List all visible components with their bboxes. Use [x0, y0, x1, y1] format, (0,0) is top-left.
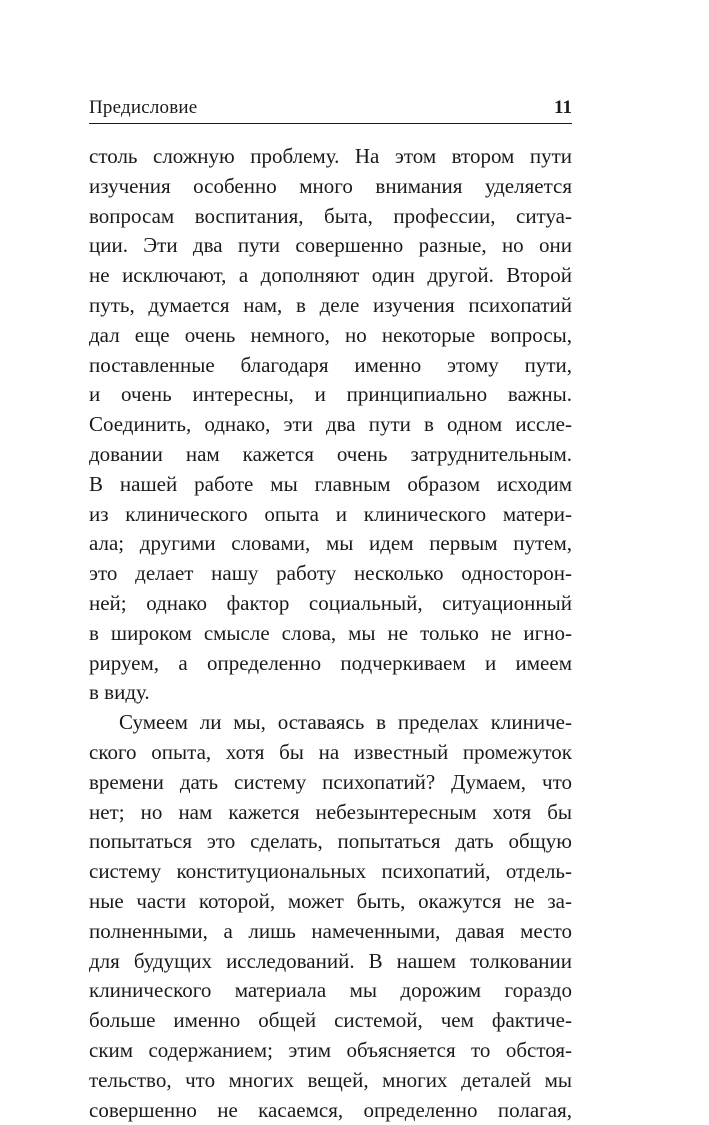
text-line: ала; другими словами, мы идем первым путем,	[89, 529, 572, 559]
body-text	[89, 142, 572, 1125]
text-line: систему конституциональных психопатий, отдель-	[89, 857, 572, 887]
text-line: тельство, что многих вещей, многих деталей мы	[89, 1066, 572, 1096]
text-line: столь сложную проблему. На этом втором пути	[89, 142, 572, 172]
text-line: вопросам воспитания, быта, профессии, ситуа-	[89, 202, 572, 232]
section-title: Предисловие	[89, 96, 197, 120]
text-line: это делает нашу работу несколько односторон-	[89, 559, 572, 589]
text-line: изучения особенно много внимания уделяется	[89, 172, 572, 202]
header-rule	[89, 123, 572, 124]
text-line: времени дать систему психопатий? Думаем, что	[89, 768, 572, 798]
text-line: дал еще очень немного, но некоторые вопросы,	[89, 321, 572, 351]
text-line: ского опыта, хотя бы на известный промежуток	[89, 738, 572, 768]
running-header	[89, 96, 572, 120]
text-line: В нашей работе мы главным образом исходим	[89, 470, 572, 500]
text-line: не исключают, а дополняют один другой. Второй	[89, 261, 572, 291]
text-line: ции. Эти два пути совершенно разные, но они	[89, 231, 572, 261]
text-line: больше именно общей системой, чем фактиче-	[89, 1006, 572, 1036]
page-number: 11	[554, 96, 572, 120]
text-line: поставленные благодаря именно этому пути,	[89, 351, 572, 381]
text-line: Сумеем ли мы, оставаясь в пределах клиниче-	[89, 708, 572, 738]
paragraph-2	[89, 708, 572, 1125]
text-line: клинического материала мы дорожим гораздо	[89, 976, 572, 1006]
text-line: Соединить, однако, эти два пути в одном иссле-	[89, 410, 572, 440]
text-line: ским содержанием; этим объясняется то обстоя-	[89, 1036, 572, 1066]
text-line: и очень интересны, и принципиально важны.	[89, 380, 572, 410]
text-line: совершенно не касаемся, определенно полагая,	[89, 1096, 572, 1125]
text-line: в широком смысле слова, мы не только не игно-	[89, 619, 572, 649]
text-line: для будущих исследований. В нашем толковании	[89, 947, 572, 977]
text-line: нет; но нам кажется небезынтересным хотя бы	[89, 798, 572, 828]
text-line: путь, думается нам, в деле изучения психопатий	[89, 291, 572, 321]
text-line: попытаться это сделать, попытаться дать общую	[89, 827, 572, 857]
paragraph-1	[89, 142, 572, 708]
text-line: довании нам кажется очень затруднительным.	[89, 440, 572, 470]
text-line: ней; однако фактор социальный, ситуационный	[89, 589, 572, 619]
text-line: в виду.	[89, 678, 572, 708]
text-line: из клинического опыта и клинического матери-	[89, 500, 572, 530]
text-line: рируем, а определенно подчеркиваем и имеем	[89, 649, 572, 679]
text-line: ные части которой, может быть, окажутся не за-	[89, 887, 572, 917]
text-line: полненными, а лишь намеченными, давая место	[89, 917, 572, 947]
